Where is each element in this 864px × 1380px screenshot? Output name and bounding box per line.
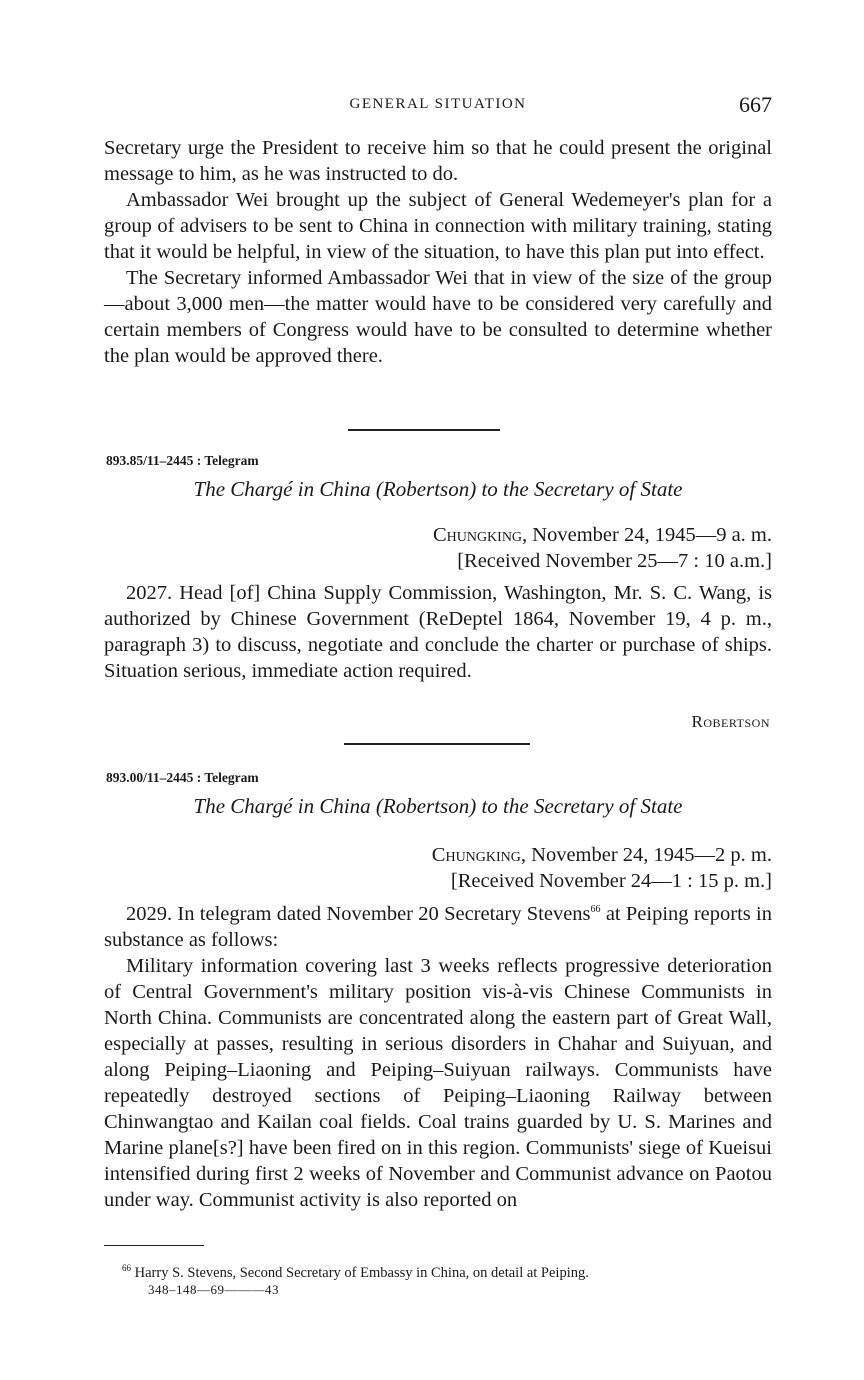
section-divider [348, 429, 500, 431]
telegram-paragraph: Military information covering last 3 weeks reflects progressive deterioration of Central Government's military position vis-à-vis Chinese Communists in North China. Communists are concentrated along the eastern part of Great Wall, especially at passes, resulting in serious disorders in Chahar and Suiyuan, and along Peiping–Liaoning and Peiping–Suiyuan railways. Communists have repeatedly destroyed sections of Peiping–Liaoning Railway between Chinwangtao and Kailan coal fields. Coal trains guarded by U. S. Marines and Marine plane[s?] have been fired on in this region. Communists' siege of Kueisui intensified during first 2 weeks of November and Communist advance on Paotou under way. Communist activity is also reported on [104, 954, 772, 1211]
date: November 24, 1945—9 a. m. [532, 524, 772, 546]
dateline [272, 522, 772, 574]
file-reference: 893.85/11–2445 : Telegram [106, 453, 259, 468]
dateline [272, 842, 772, 894]
place-date [272, 522, 772, 548]
memo-paragraph: Secretary urge the President to receive him so that he could present the original message to him, as he was instructed to do. [104, 137, 772, 185]
continued-memo-text [104, 135, 772, 369]
footnote-reference: 66 [590, 904, 601, 915]
footnote-rule [104, 1245, 204, 1246]
section-divider [344, 743, 530, 745]
page-number: 667 [739, 92, 772, 117]
memo-paragraph: Ambassador Wei brought up the subject of General Wedemeyer's plan for a group of advisers to be sent to China in connection with military training, stating that it would be helpful, in view of the situation, to have this plan put into effect. [104, 189, 772, 263]
print-code: 348–148—69———43 [148, 1282, 279, 1297]
footnote [122, 1259, 772, 1282]
place-date [272, 842, 772, 868]
file-reference: 893.00/11–2445 : Telegram [106, 770, 259, 785]
document-title: The Chargé in China (Robertson) to the Secretary of State [193, 477, 683, 501]
telegram-body: 2027. Head [of] China Supply Commission, Washington, Mr. S. C. Wang, is authorized by Chinese Government (ReDeptel 1864, November 19, 4 p. m., paragraph 3) to discuss, negotiate and conclude the charter or purchase of ships. Situation serious, immediate action required. [104, 582, 772, 682]
footnote-text: Harry S. Stevens, Second Secretary of Embassy in China, on detail at Peiping. [134, 1264, 589, 1281]
memo-paragraph: The Secretary informed Ambassador Wei that in view of the size of the group—about 3,000 men—the matter would have to be considered very carefully and certain members of Congress would have to be consulted to determine whether the plan would be approved there. [104, 267, 772, 367]
telegram-intro [104, 897, 772, 953]
intro-text: 2029. In telegram dated November 20 Secretary Stevens [126, 902, 591, 925]
received-date: [Received November 25—7 : 10 a.m.] [457, 550, 772, 572]
running-head [104, 92, 772, 122]
place: Chungking, [431, 844, 527, 866]
received-date: [Received November 24—1 : 15 p. m.] [450, 870, 772, 892]
document-title: The Chargé in China (Robertson) to the Secretary of State [193, 794, 683, 818]
running-title: GENERAL SITUATION [349, 96, 527, 112]
intro-text-tail: at Peiping reports in substance as follows: [104, 902, 772, 951]
date: November 24, 1945—2 p. m. [531, 844, 772, 866]
place: Chungking, [432, 524, 528, 546]
telegram-body [104, 897, 772, 1213]
footnote-marker: 66 [122, 1263, 131, 1273]
signature: Robertson [691, 712, 770, 731]
